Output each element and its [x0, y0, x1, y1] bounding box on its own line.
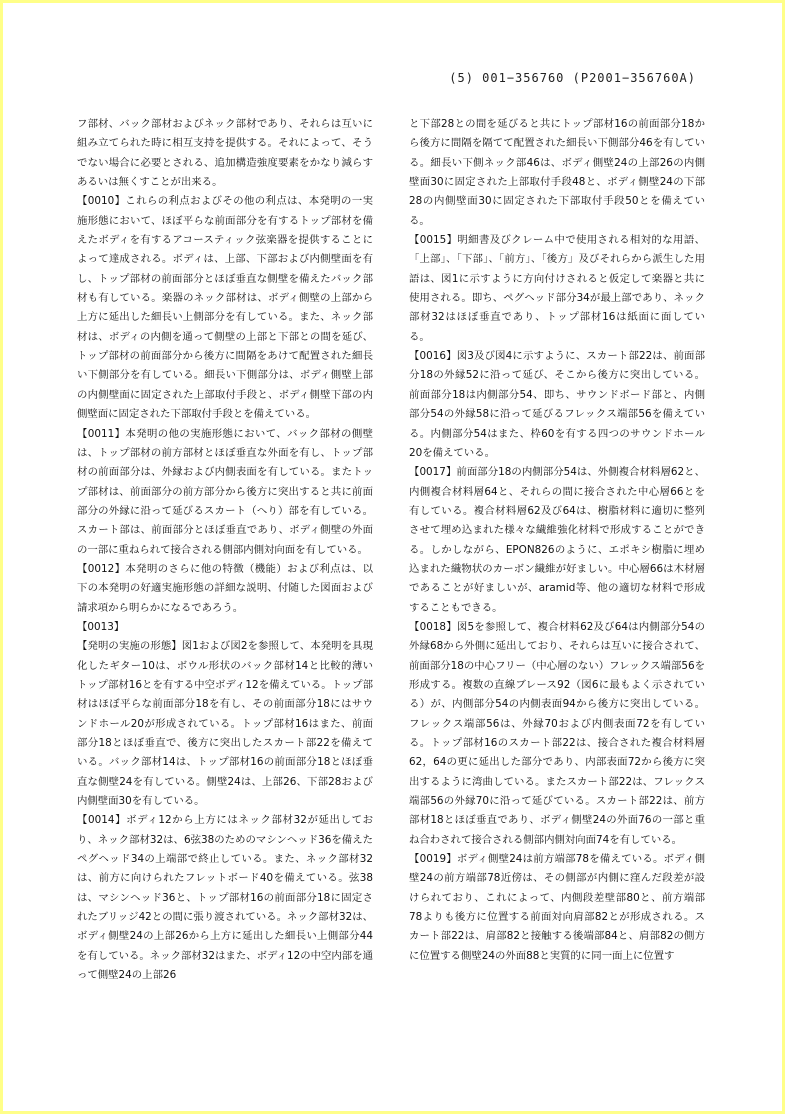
paragraph-0010: 【0010】これらの利点およびその他の利点は、本発明の一実施形態において、ほぼ平らな前面部分を有するトップ部材を備えたボディを有するアコースティック弦楽器を提供することによって達成される。ボディは、上部、下部および内側壁面を有し、トップ部材の前面部分とほぼ垂直な側壁を備えたバック部材も有している。楽器のネック部材は、ボディ側壁の上部から上方に延出した細長い上側部分を有している。また、ネック部材は、ボディの内側を通って側壁の上部と下部との間を延び、トップ部材の前面部分から後方に間隔をあけて配置された細長い下側部分を有している。細長い下側部分は、ボディ側壁上部の内側壁面に固定された上部取付手段と、ボディ側壁下部の内側壁面に固定された下部取付手段とを備えている。 [77, 195, 373, 421]
paragraph-0018: 【0018】図5を参照して、複合材料62及び64は内側部分54の外縁68から外側に延出しており、それらは互いに接合されて、前面部分18の中心フリー（中心層のない）フレックス端部56を形成する。複数の直線ブレース92（図6に最もよく示されている）が、内側部分54の内側表面94から後方に突出している。フレックス端部56は、外縁70および内側表面72を有している。トップ部材16のスカート部22は、接合された複合材料層62，64の更に延出した部分であり、内部表面72から後方に突出するように湾曲している。またスカート部22は、フレックス端部56の外縁70に沿って延びている。スカート部22は、前方部材18とほぼ垂直であり、ボディ側壁24の外面76の一部と重ね合わされて接合される側部内側対向面74を有している。 [409, 620, 705, 846]
page-header-reference: (5) 001−356760 (P2001−356760A) [449, 71, 696, 85]
paragraph-0012: 【0012】本発明のさらに他の特徴（機能）および利点は、以下の本発明の好適実施形態の詳細な説明、付随した図面および請求項から明らかになるであろう。 [77, 562, 373, 614]
paragraph-0015: 【0015】明細書及びクレーム中で使用される相対的な用語、「上部」、「下部」、「前方」、「後方」及びそれらから派生した用語は、図1に示すように方向付けされると仮定して楽器と共に使用される。即ち、ペグヘッド部分34が最上部であり、ネック部材32はほぼ垂直であり、トップ部材16は紙面に面している。 [409, 234, 705, 343]
paragraph-0014-continued: と下部28との間を延びると共にトップ部材16の前面部分18から後方に間隔を隔てて配置された細長い下側部分46を有している。細長い下側ネック部46は、ボディ側壁24の上部26の内側壁面30に固定された上部取付手段48と、ボディ側壁24の下部28の内側壁面30に固定された下部取付手段50とを備えている。 [409, 118, 705, 227]
paragraph-0011: 【0011】本発明の他の実施形態において、バック部材の側壁は、トップ部材の前方部材とほぼ垂直な外面を有し、トップ部材の前面部分は、外縁および内側表面を有している。またトップ部材は、前面部分の前方部分から後方に突出すると共に前面部分の外縁に沿って延びるスカート（へり）部を有している。スカート部は、前面部分とほぼ垂直であり、ボディ側壁の外面の一部に重ねられて接合される側部内側対向面を有している。 [77, 427, 373, 556]
paragraph-continuation: フ部材、バック部材およびネック部材であり、それらは互いに組み立てられた時に相互支持を提供する。それによって、そうでない場合に必要とされる、追加構造強度要素をかなり減らすあるいは無くすことが出来る。 [77, 118, 373, 189]
left-text-column [77, 115, 373, 985]
paragraph-0017: 【0017】前面部分18の内側部分54は、外側複合材料層62と、内側複合材料層64と、それらの間に接合された中心層66とを有している。複合材料層62及び64は、樹脂材料に適切に整列させて埋め込まれた様々な繊維強化材料で形成することができる。しかしながら、EPON826のように、エポキシ樹脂に埋め込まれた織物状のカーボン繊維が好ましい。中心層66は木材層であることが好ましいが、aramid等、他の適切な材料で形成することもできる。 [409, 466, 705, 614]
right-text-column [409, 115, 705, 966]
paragraph-0014: 【0014】ボディ12から上方にはネック部材32が延出しており、ネック部材32は、6弦38のためのマシンヘッド36を備えたペグヘッド34の上端部で終止している。また、ネック部材32は、前方に向けられたフレットボード40を備えている。弦38は、マシンヘッド36と、トップ部材16の前面部分18に固定されたブリッジ42との間に張り渡されている。ネック部材32は、ボディ側壁24の上部26から上方に延出した細長い上側部分44を有している。ネック部材32はまた、ボディ12の中空内部を通って側壁24の上部26 [77, 814, 373, 982]
paragraph-0016: 【0016】図3及び図4に示すように、スカート部22は、前面部分18の外縁52に沿って延び、そこから後方に突出している。前面部分18は内側部分54、即ち、サウンドボード部と、内側部分54の外縁58に沿って延びるフレックス端部56を備えている。内側部分54はまた、枠60を有する四つのサウンドホール20を備えている。 [409, 350, 705, 459]
paragraph-0013-heading: 【0013】 [77, 620, 125, 633]
paragraph-0019: 【0019】ボディ側壁24は前方端部78を備えている。ボディ側壁24の前方端部78近傍は、その側部が内側に窪んだ段差が設けられており、これによって、内側段差壁部80と、前方端部78よりも後方に位置する前面対向肩部82とが形成される。スカート部22は、肩部82と接触する後端部84と、肩部82の側方に位置する側壁24の外面88と実質的に同一面上に位置す [409, 853, 705, 962]
paragraph-embodiment: 【発明の実施の形態】図1および図2を参照して、本発明を具現化したギター10は、ボウル形状のバック部材14と比較的薄いトップ部材16とを有する中空ボディ12を備えている。トップ部材はほぼ平らな前面部分18を有し、その前面部分18にはサウンドホール20が形成されている。トップ部材16はまた、前面部分18とほぼ垂直で、後方に突出したスカート部22を備えている。バック部材14は、トップ部材16の前面部分18とほぼ垂直な側壁24を有している。側壁24は、上部26、下部28および内側壁面30を有している。 [77, 640, 373, 808]
